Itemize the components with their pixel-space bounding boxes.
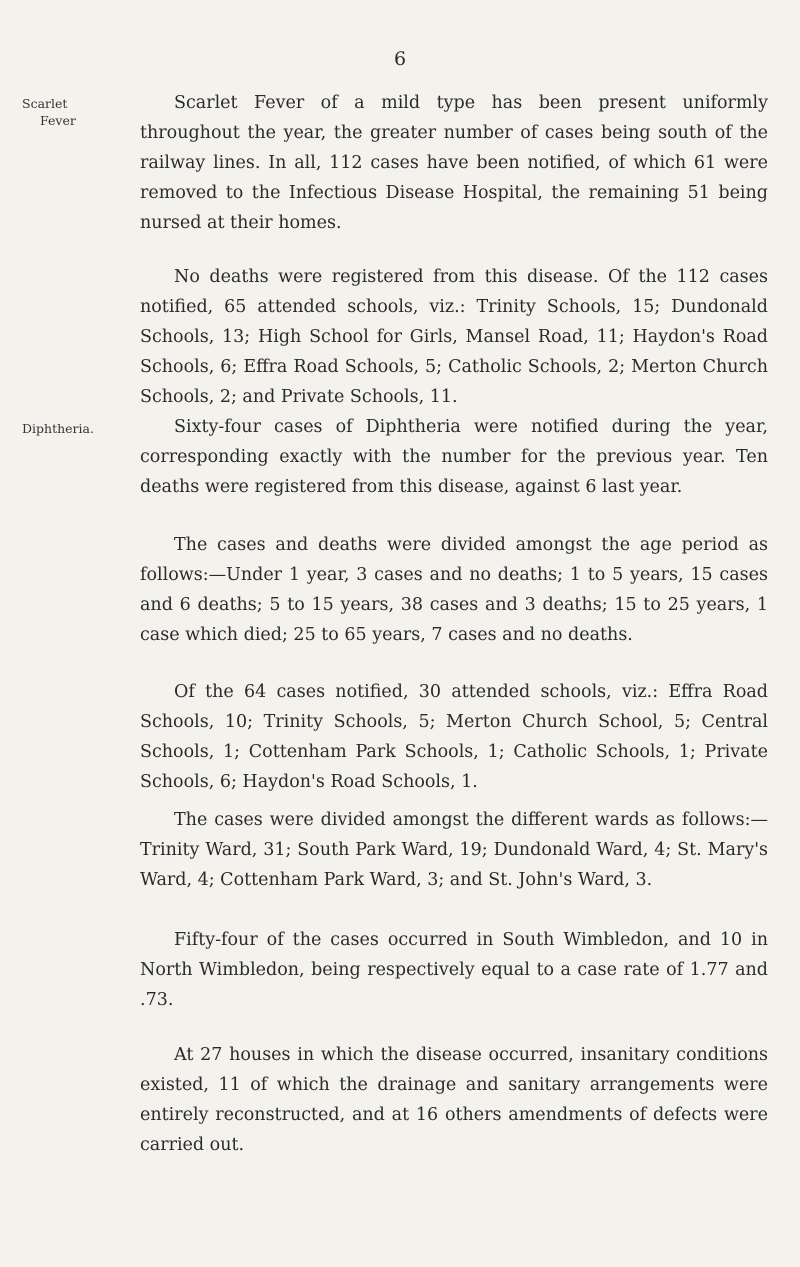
paragraph-text: The cases and deaths were divided amongst the age period as follows:—Under 1 year, 3 cases and no deaths; 1 to 5 years, 15 cases and 6 deaths; 5 to 15 years, 38 cases and 3 deaths; 15 to 25 years, 1 case which died; 25 to 65 years, 7 cases and no deaths.: [140, 535, 768, 645]
margin-note-line: Scarlet: [22, 96, 68, 111]
paragraph-text: Scarlet Fever of a mild type has been present uniformly throughout the year, the greater number of cases being south of the railway lines. In all, 112 cases have been notified, of which 61 were removed to the Infectious Disease Hospital, the remaining 51 being nursed at their homes.: [140, 93, 768, 233]
paragraph-diphtheria-ages: [140, 530, 768, 650]
paragraph-text: No deaths were registered from this disease. Of the 112 cases notified, 65 attended schools, viz.: Trinity Schools, 15; Dundonald Schools, 13; High School for Girls, Mansel Road, 11; Haydon's Road Schools, 6; Effra Road Schools, 5; Catholic Schools, 2; Merton Church Schools, 2; and Private Schools, 11.: [140, 267, 768, 407]
paragraph-diphtheria-houses: [140, 1040, 768, 1160]
paragraph-text: The cases were divided amongst the different wards as follows:—Trinity Ward, 31; South Park Ward, 19; Dundonald Ward, 4; St. Mary's Ward, 4; Cottenham Park Ward, 3; and St. John's Ward, 3.: [140, 810, 768, 890]
paragraph-scarlet-fever-intro: [140, 88, 768, 238]
paragraph-text: Of the 64 cases notified, 30 attended schools, viz.: Effra Road Schools, 10; Trinity Schools, 5; Merton Church School, 5; Central Schools, 1; Cottenham Park Schools, 1; Catholic Schools, 1; Private Schools, 6; Haydon's Road Schools, 1.: [140, 682, 768, 792]
paragraph-text: Fifty-four of the cases occurred in South Wimbledon, and 10 in North Wimbledon, being respectively equal to a case rate of 1.77 and .73.: [140, 930, 768, 1010]
paragraph-diphtheria-wards: [140, 805, 768, 895]
margin-note-line: Fever: [40, 113, 76, 128]
margin-note-diphtheria: Diphtheria.: [22, 421, 94, 436]
margin-note-scarlet-fever: [22, 95, 122, 129]
paragraph-text: Sixty-four cases of Diphtheria were notified during the year, corresponding exactly with the number for the previous year. Ten deaths were registered from this disease, against 6 last year.: [140, 417, 768, 497]
paragraph-text: At 27 houses in which the disease occurred, insanitary conditions existed, 11 of which the drainage and sanitary arrangements were entirely reconstructed, and at 16 others amendments of defects were carried out.: [140, 1045, 768, 1155]
paragraph-scarlet-fever-schools: [140, 262, 768, 412]
paragraph-diphtheria-schools: [140, 677, 768, 797]
page-number: 6: [393, 48, 407, 70]
paragraph-diphtheria-intro: [140, 412, 768, 502]
paragraph-diphtheria-districts: [140, 925, 768, 1015]
